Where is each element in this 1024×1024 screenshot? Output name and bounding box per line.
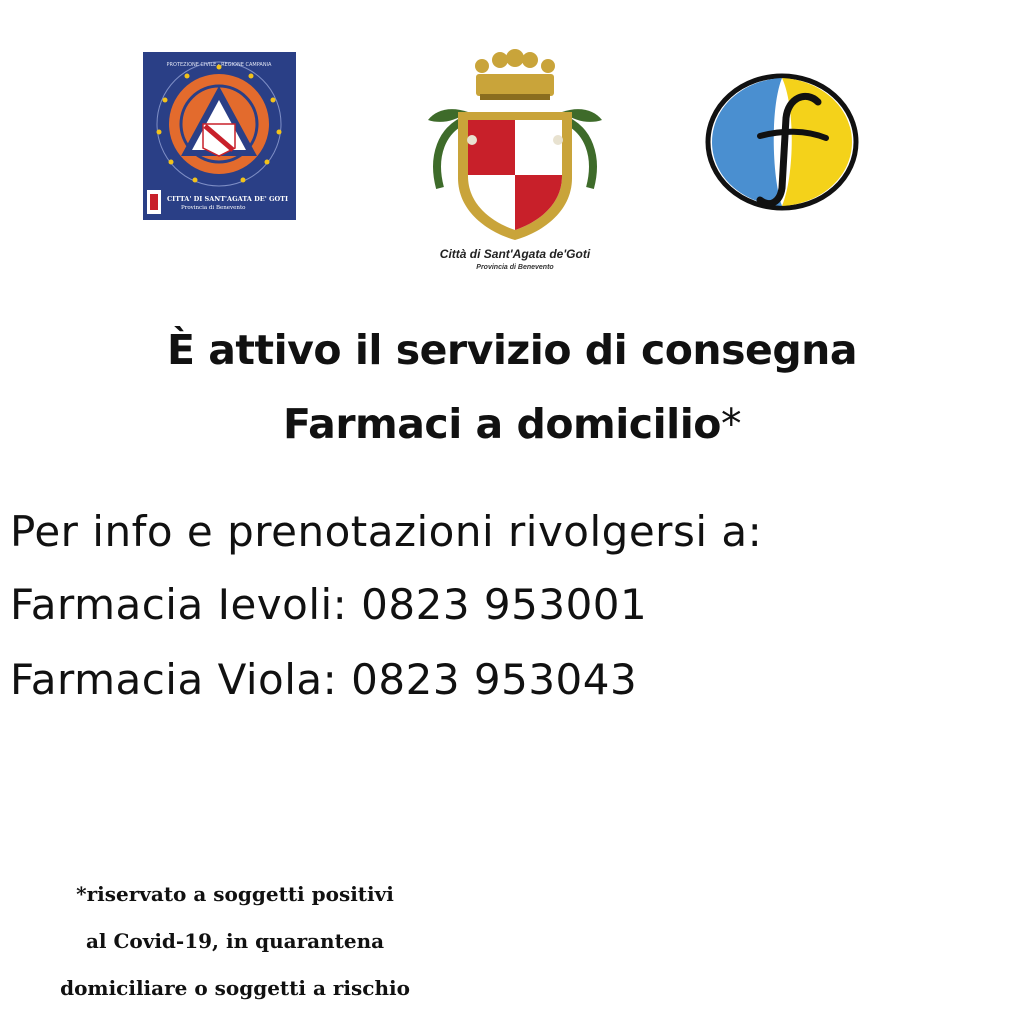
headline-line2 — [0, 400, 1024, 448]
crest-caption-line2: Provincia di Benevento — [476, 264, 554, 271]
pc-caption-line1: CITTA' DI SANT'AGATA DE' GOTI — [167, 195, 289, 203]
crest-caption-line1: Città di Sant'Agata de'Goti — [439, 247, 591, 261]
crest-icon — [410, 48, 620, 248]
headline-line2-text: Farmaci a domicilio — [283, 400, 721, 448]
headline-asterisk: * — [720, 400, 741, 448]
pc-caption-line2: Provincia di Benevento — [181, 204, 246, 211]
f-logo — [702, 68, 860, 218]
f-logo-icon — [702, 68, 860, 218]
info-intro: Per info e prenotazioni rivolgersi a: — [10, 507, 763, 556]
footnote-line2: al Covid-19, in quarantena — [85, 929, 385, 953]
footnote-line1: *riservato a soggetti positivi — [76, 882, 394, 906]
headline-line1: È attivo il servizio di consegna — [166, 326, 858, 374]
pc-caption — [167, 196, 292, 211]
pc-ring-text: PROTEZIONE CIVILE · REGIONE CAMPANIA — [166, 62, 272, 68]
footnote-line3: domiciliare o soggetti a rischio — [60, 976, 410, 1000]
pharmacy-ievoli-contact: Farmacia Ievoli: 0823 953001 — [10, 580, 648, 629]
pharmacy-viola-contact: Farmacia Viola: 0823 953043 — [10, 655, 638, 704]
city-crest-logo — [410, 48, 620, 280]
protezione-civile-logo — [143, 52, 296, 220]
